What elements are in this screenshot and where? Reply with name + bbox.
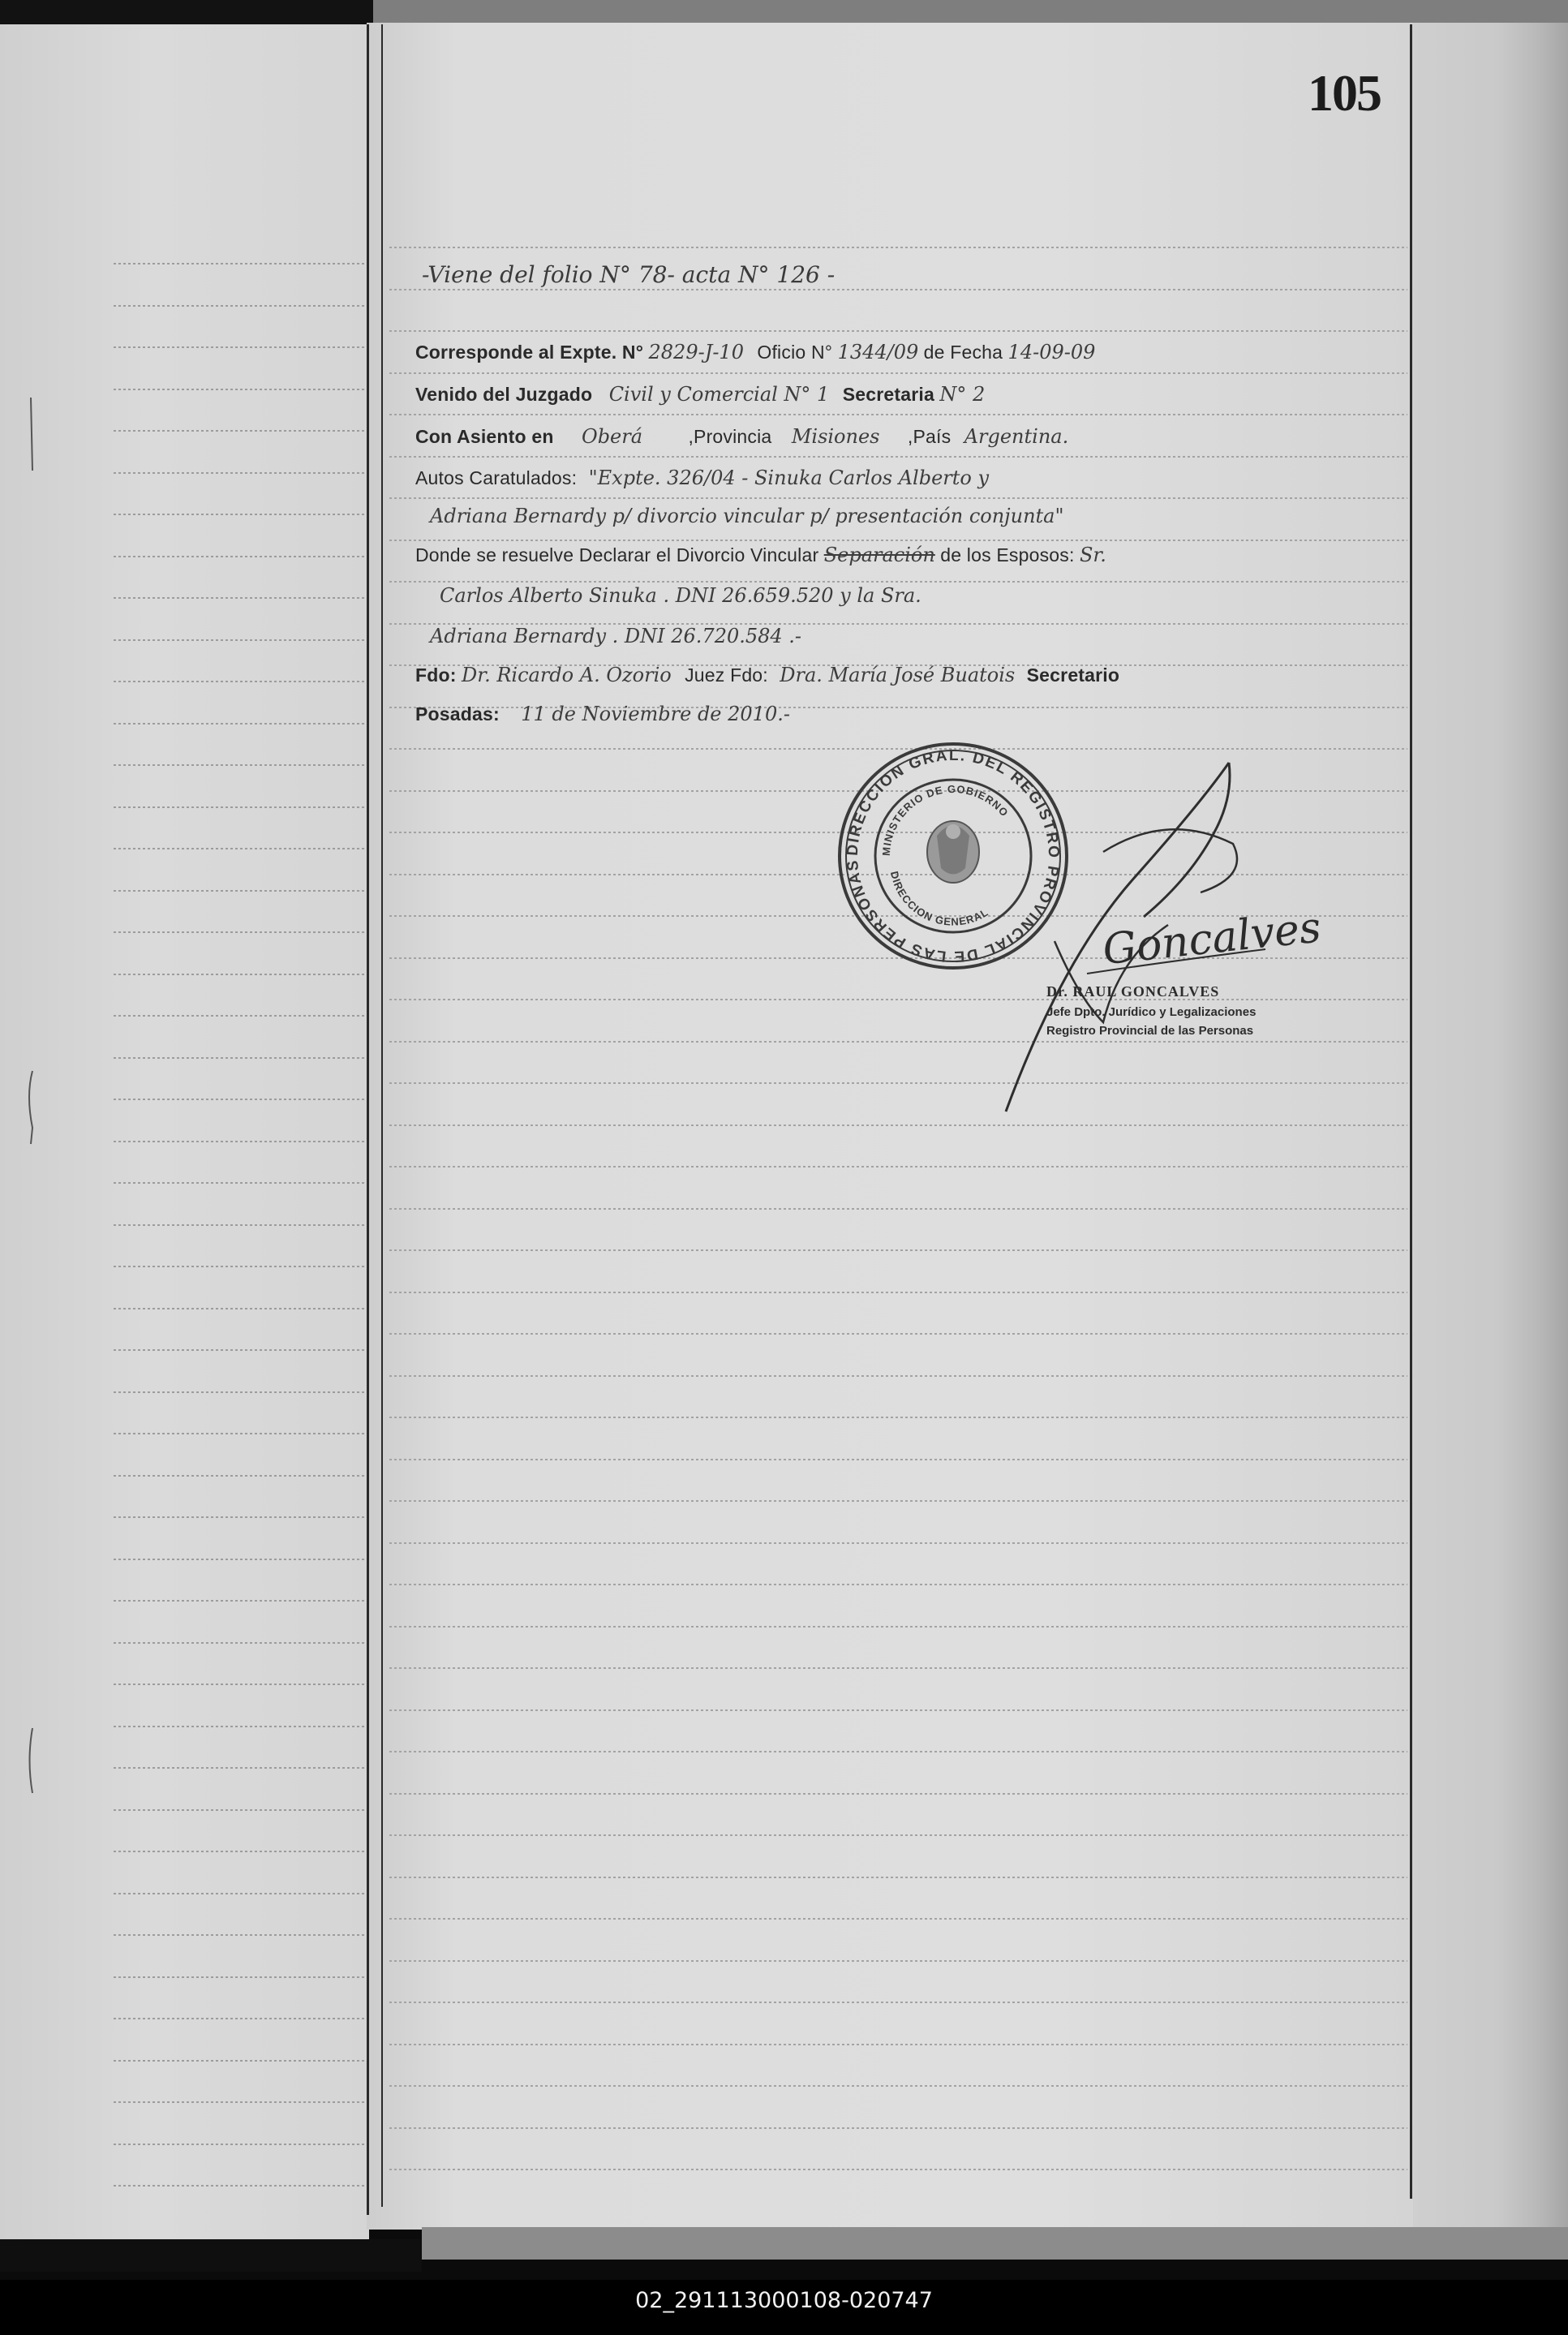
- value-autos: "Expte. 326/04 - Sinuka Carlos Alberto y: [588, 467, 990, 489]
- signatory-block: [1046, 983, 1256, 1038]
- page-number: 105: [1308, 64, 1381, 122]
- form-line-autos-cont: [415, 505, 1064, 527]
- form-line-asiento: [415, 425, 1068, 448]
- value-secretario: Dra. María José Buatois: [780, 664, 1016, 686]
- value-separacion: Separación: [823, 544, 935, 566]
- label-posadas: Posadas:: [415, 703, 500, 725]
- form-line-autos: [415, 467, 989, 489]
- label-juzgado: Venido del Juzgado: [415, 384, 593, 405]
- form-line-juzgado: [415, 383, 985, 406]
- form-line-esposo: [415, 584, 921, 607]
- form-line-esposa: [415, 625, 801, 647]
- value-expediente: 2829-J-10: [648, 341, 744, 363]
- label-expediente: Corresponde al Expte. N°: [415, 342, 644, 363]
- form-line-expediente: [415, 341, 1095, 363]
- label-pais: ,País: [907, 426, 952, 447]
- handwritten-signature: [957, 755, 1324, 1136]
- label-juez-fdo: Juez Fdo:: [685, 664, 768, 686]
- stamp-outer-text: DIRECCION GRAL. DEL REGISTRO PROVINCIAL DE LAS PERSONAS: [844, 746, 1063, 965]
- signatory-name: Dr. RAUL GONCALVES: [1046, 983, 1220, 1000]
- value-juzgado: Civil y Comercial N° 1: [608, 383, 830, 406]
- form-line-resuelve: [415, 544, 1106, 566]
- value-fecha-posadas: 11 de Noviembre de 2010.-: [521, 703, 790, 725]
- value-asiento: Oberá: [582, 425, 643, 448]
- label-secretaria: Secretaria: [842, 384, 934, 405]
- value-sr: Sr.: [1079, 544, 1106, 566]
- label-esposos: de los Esposos:: [940, 544, 1075, 565]
- stamp-bottom-text: DIRECCION GENERAL: [887, 870, 991, 928]
- label-resuelve: Donde se resuelve Declarar el Divorcio Vincular: [415, 544, 819, 565]
- value-fecha: 14-09-09: [1007, 341, 1096, 363]
- value-provincia: Misiones: [791, 425, 880, 448]
- form-line-posadas: [415, 703, 790, 725]
- label-fdo: Fdo:: [415, 664, 457, 686]
- label-autos: Autos Caratulados:: [415, 467, 578, 488]
- label-secretario: Secretario: [1026, 664, 1120, 686]
- value-secretaria: N° 2: [939, 383, 986, 406]
- signature-text: Goncalves: [1100, 903, 1324, 975]
- label-asiento: Con Asiento en: [415, 426, 554, 447]
- value-esposo: Carlos Alberto Sinuka . DNI 26.659.520 y la Sra.: [440, 584, 921, 607]
- header-note: -Viene del folio N° 78- acta N° 126 -: [422, 261, 836, 288]
- label-fecha: de Fecha: [923, 342, 1003, 363]
- label-provincia: ,Provincia: [688, 426, 772, 447]
- value-oficio: 1344/09: [837, 341, 919, 363]
- value-esposa: Adriana Bernardy . DNI 26.720.584 .-: [430, 625, 802, 647]
- form-line-firmas: [415, 664, 1119, 686]
- signatory-title-2: Registro Provincial de las Personas: [1046, 1024, 1254, 1038]
- value-autos-cont: Adriana Bernardy p/ divorcio vincular p/ presentación conjunta": [430, 505, 1064, 527]
- value-juez: Dr. Ricardo A. Ozorio: [462, 664, 672, 686]
- stamp-inner-text: MINISTERIO DE GOBIERNO: [879, 782, 1012, 857]
- image-caption: 02_291113000108-020747: [0, 2280, 1568, 2335]
- signatory-title-1: Jefe Dpto. Jurídico y Legalizaciones: [1046, 1005, 1257, 1019]
- value-pais: Argentina.: [964, 425, 1069, 448]
- label-oficio: Oficio N°: [757, 342, 833, 363]
